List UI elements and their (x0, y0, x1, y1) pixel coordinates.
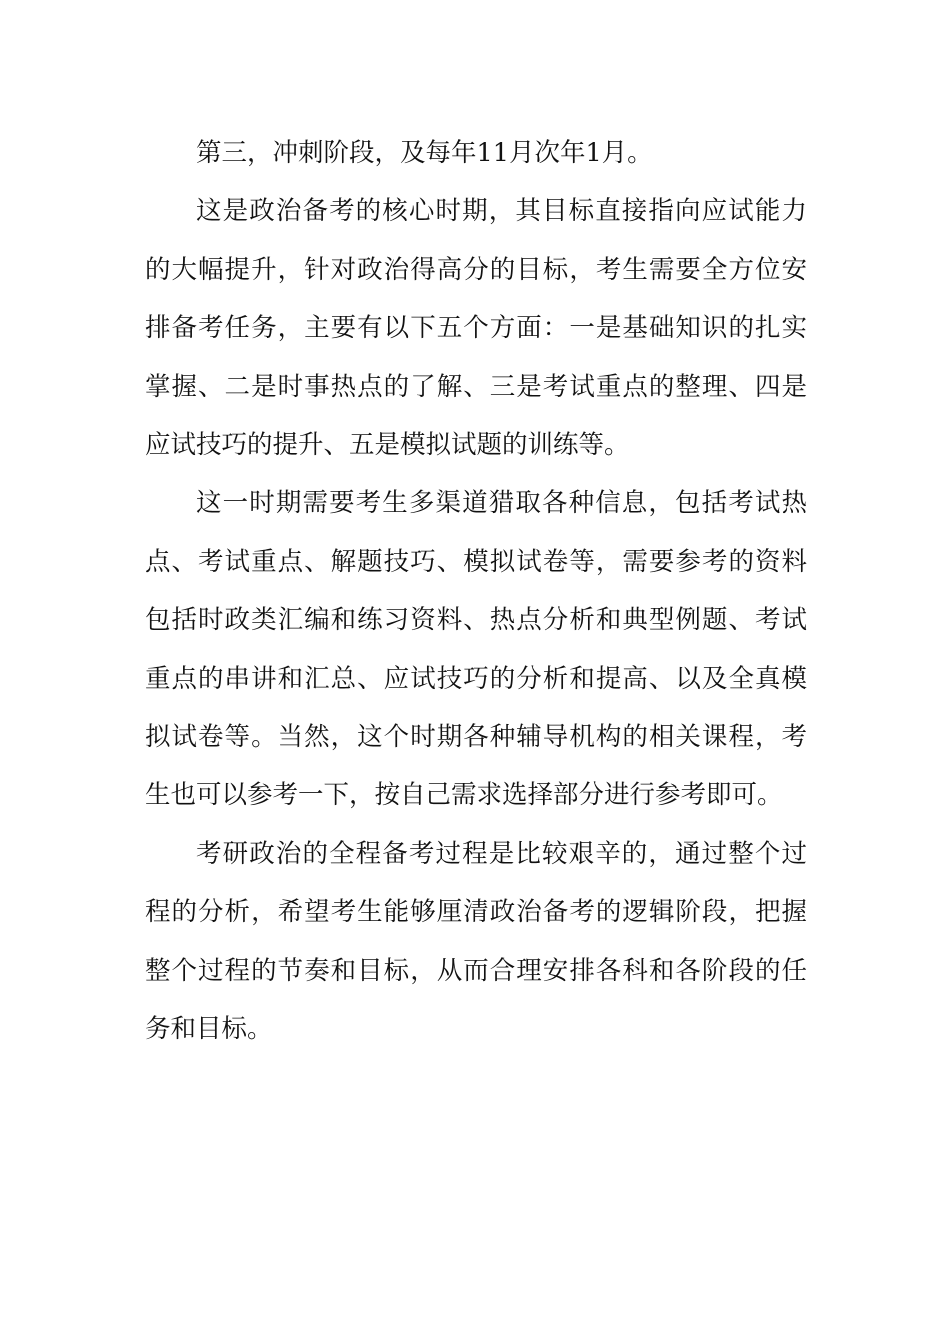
document-body (145, 124, 807, 1059)
paragraph-information-sources: 这一时期需要考生多渠道猎取各种信息，包括考试热点、考试重点、解题技巧、模拟试卷等，需要参考的资料包括时政类汇编和练习资料、热点分析和典型例题、考试重点的串讲和汇总、应试技巧的分析和提高、以及全真模拟试卷等。当然，这个时期各种辅导机构的相关课程，考生也可以参考一下，按自己需求选择部分进行参考即可。 (145, 488, 807, 811)
paragraph-sprint-stage: 第三，冲刺阶段，及每年11月次年1月。 (196, 138, 653, 168)
paragraph-conclusion: 考研政治的全程备考过程是比较艰辛的，通过整个过程的分析，希望考生能够厘清政治备考的逻辑阶段，把握整个过程的节奏和目标，从而合理安排各科和各阶段的任务和目标。 (145, 838, 807, 1045)
paragraph-core-period: 这是政治备考的核心时期，其目标直接指向应试能力的大幅提升，针对政治得高分的目标，考生需要全方位安排备考任务，主要有以下五个方面：一是基础知识的扎实掌握、二是时事热点的了解、三是考试重点的整理、四是应试技巧的提升、五是模拟试题的训练等。 (145, 196, 807, 461)
